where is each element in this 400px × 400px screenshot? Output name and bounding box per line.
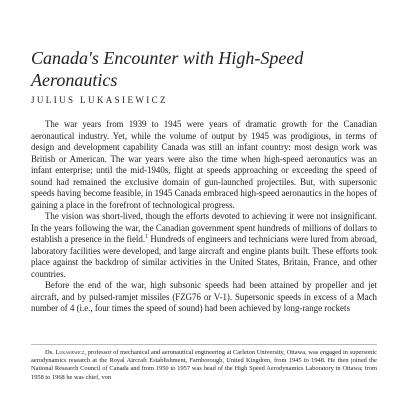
footnote-paragraph [31, 349, 377, 382]
body-paragraph [31, 211, 377, 280]
body-paragraph: Before the end of the war, high subsonic speeds had been attained by propeller and jet aircraft, and by pulsed-ramjet missiles (FZG76 or V-1). Supersonic speeds in excess of a Mach number of 4 (i.e., four times the speed of sound) had been achieved by long-range rockets [31, 280, 377, 313]
paragraph-text: The vision was short-lived, though the efforts devoted to achieving it were not insignificant. In the years following the war, the Canadian government spent hundreds of millions of dollars to establish a presence in the field. [31, 211, 377, 244]
author-footnote [31, 349, 377, 382]
footnote-text: , professor of mechanical and aeronautical engineering at Carleton University, Ottawa, was engaged in supersonic aerodynamics research at the Royal Aircraft Establishment, Farnborough, United Kingdom, from 1945 to 1948. He then joined the National Research Council of Canada and from 1950 to 1957 was head of the High Speed Aerodynamics Laboratory in Ottawa; from 1958 to 1968 he was chief, von [31, 349, 377, 381]
article-title: Canada's Encounter with High-Speed Aeronautics [31, 48, 304, 90]
article-body [31, 119, 377, 315]
article-author: JULIUS LUKASIEWICZ [31, 95, 168, 105]
footnote-marker: 1 [145, 234, 149, 241]
footnote-author-name: Dr. Lukasiewicz [45, 349, 85, 356]
paragraph-text: Hundreds of engineers and technicians were lured from abroad, laboratory facilities were developed, and large aircraft and engine plants built. These efforts took place against the backdrop of similar activities in the United States, Britain, France, and other countries. [31, 234, 377, 279]
body-paragraph: The war years from 1939 to 1945 were years of dramatic growth for the Canadian aeronautical industry. Yet, while the volume of output by 1945 was prodigious, in terms of design and development capability Canada was still an infant country: most design work was British or American. The war years were also the time when high-speed aeronautics was an infant enterprise; until the mid-1940s, flight at speeds approaching or exceeding the speed of sound had remained the exclusive domain of gun-launched projectiles. But, with supersonic speeds having become feasible, in 1945 Canada embraced high-speed aeronautics in the hopes of gaining a place in the forefront of technological progress. [31, 119, 377, 210]
footnote-divider [31, 344, 377, 345]
